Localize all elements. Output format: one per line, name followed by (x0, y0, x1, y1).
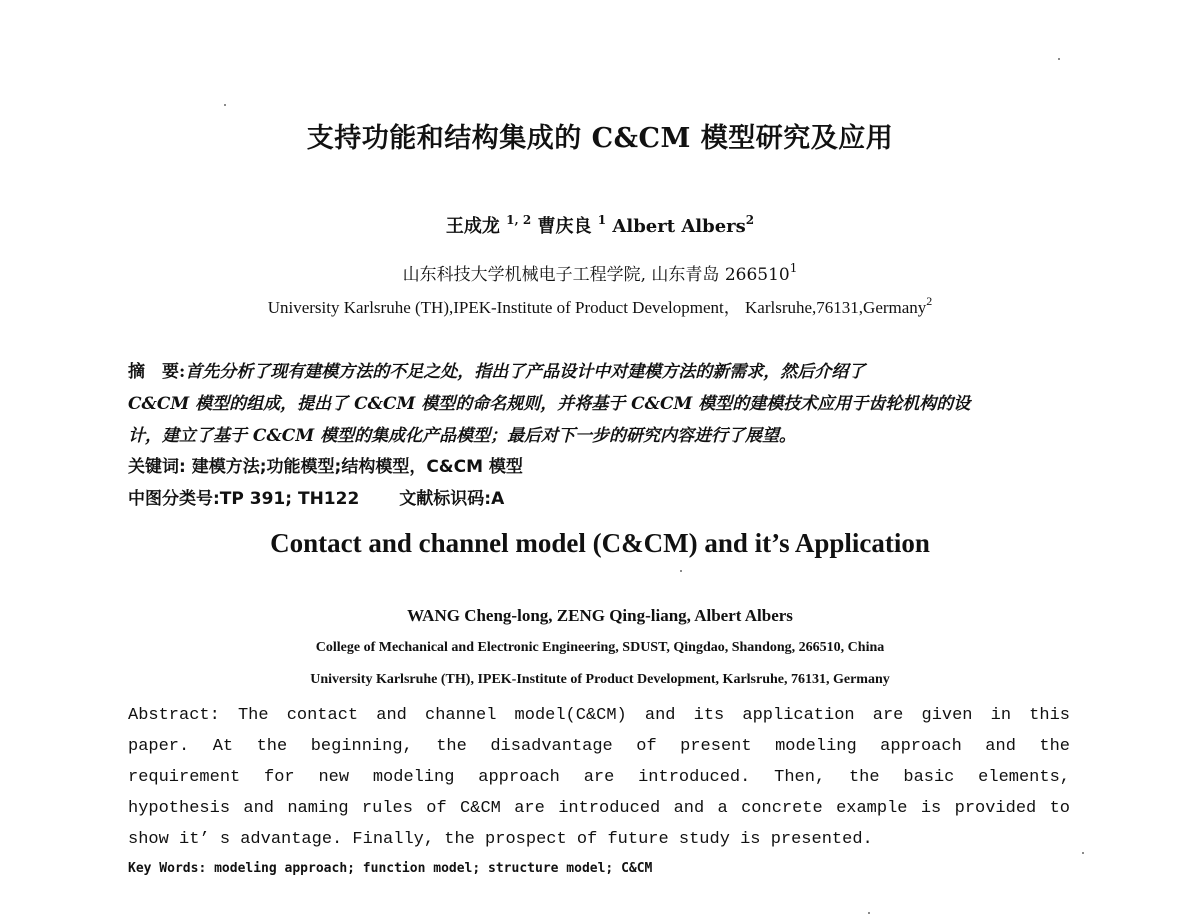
abstract-cn-line-2: C&CM 模型的组成，提出了 C&CM 模型的命名规则，并将基于 C&CM 模型的建模技术应用于齿轮机构的设 (128, 394, 971, 414)
chinese-classification (128, 484, 504, 509)
affiliation-1-mark: 1 (789, 261, 798, 275)
chinese-affiliation-1 (0, 260, 1200, 285)
abstract-cn-label: 摘 要: (128, 362, 186, 382)
abstract-cn-line-3: 计，建立了基于 C&CM 模型的集成化产品模型；最后对下一步的研究内容进行了展望。 (128, 426, 797, 446)
chinese-title: 支持功能和结构集成的 C&CM 模型研究及应用 (306, 123, 894, 154)
english-authors: WANG Cheng-long, ZENG Qing-liang, Albert Albers (407, 606, 793, 625)
chinese-abstract (128, 356, 1068, 452)
abstract-cn-line-1 (128, 356, 1068, 388)
author-1-affiliation-mark: 1, 2 (506, 213, 532, 227)
author-2: 曹庆良 (537, 216, 592, 237)
scan-speck (224, 104, 226, 106)
scan-speck (868, 912, 870, 914)
clc-number: 中图分类号:TP 391; TH122 (128, 489, 360, 509)
scan-speck (680, 570, 682, 572)
chinese-keywords: 关键词: 建模方法;功能模型;结构模型，C&CM 模型 (128, 457, 523, 477)
english-abstract (128, 700, 1070, 855)
english-affiliation-1: College of Mechanical and Electronic Engineering, SDUST, Qingdao, Shandong, 266510, China (315, 640, 885, 655)
abstract-en-line-5: show it’ s advantage. Finally, the prospect of future study is presented. (128, 830, 873, 849)
document-code: 文献标识码:A (399, 489, 505, 509)
affiliation-2-text: University Karlsruhe (TH),IPEK-Institute of Product Development， Karlsruhe,76131,Germany (267, 298, 927, 317)
chinese-affiliation-2 (0, 293, 1200, 318)
abstract-en-line-4: hypothesis and naming rules of C&CM are introduced and a concrete example is provided to (128, 799, 1070, 818)
author-3-affiliation-mark: 2 (745, 213, 755, 227)
author-3: Albert Albers (612, 216, 746, 237)
abstract-en-line-3: requirement for new modeling approach are introduced. Then, the basic elements, (128, 768, 1070, 787)
english-title: Contact and channel model (C&CM) and it’s Application (270, 528, 930, 558)
abstract-cn-line-1-text: 首先分析了现有建模方法的不足之处，指出了产品设计中对建模方法的新需求，然后介绍了 (185, 362, 866, 382)
affiliation-2-mark: 2 (926, 294, 933, 308)
scan-speck (1082, 852, 1084, 854)
scan-speck (1058, 58, 1060, 60)
abstract-en-line-2: paper. At the beginning, the disadvantage of present modeling approach and the (128, 737, 1070, 756)
abstract-en-line-1: Abstract: The contact and channel model(C&CM) and its application are given in this (128, 706, 1070, 725)
english-affiliation-2: University Karlsruhe (TH), IPEK-Institute of Product Development, Karlsruhe, 76131, Germany (310, 672, 890, 687)
author-2-affiliation-mark: 1 (597, 213, 607, 227)
author-1: 王成龙 (445, 216, 500, 237)
chinese-authors (0, 212, 1200, 238)
affiliation-1-text: 山东科技大学机械电子工程学院, 山东青岛 266510 (402, 265, 790, 285)
english-keywords: Key Words: modeling approach; function model; structure model; C&CM (128, 861, 653, 876)
